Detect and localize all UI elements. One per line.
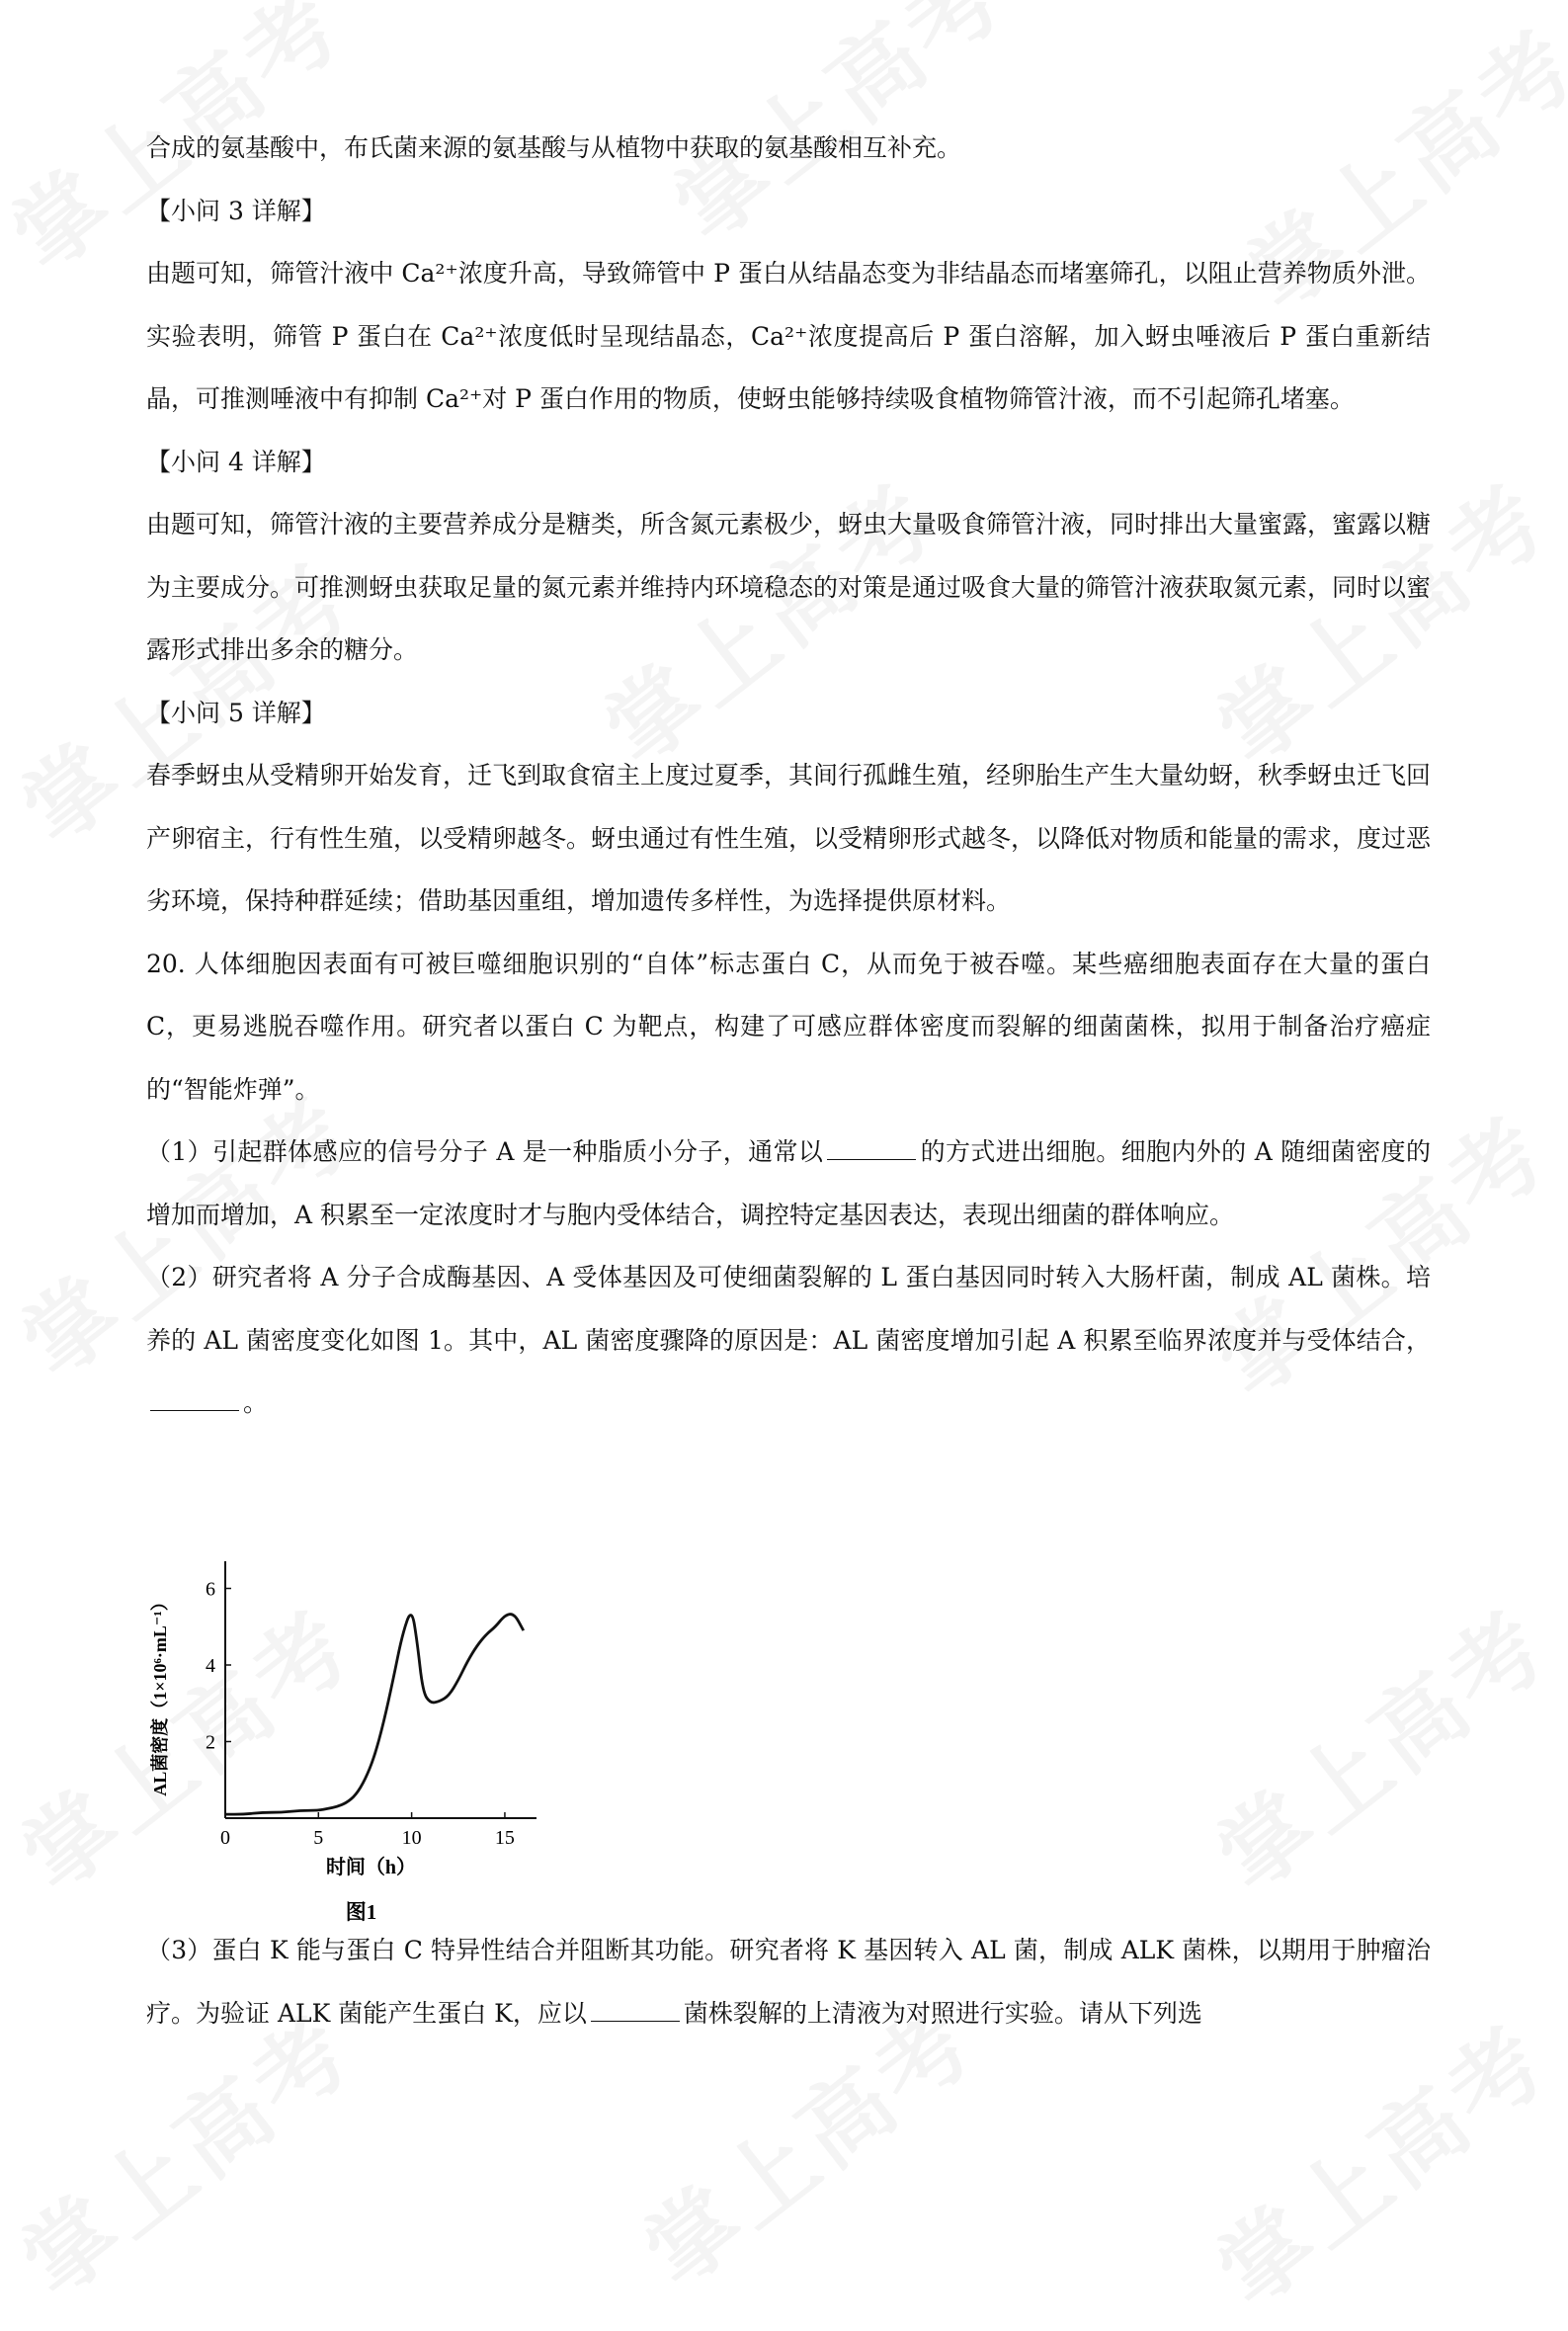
y-axis-label: AL菌密度（1×10⁶·mL⁻¹） <box>150 1593 170 1796</box>
q1-text-after: 的方式进出细胞。细胞内外的 A 随细菌密度的增加而增加，A 积累至一定浓度时才与胞内受体结合，调控特定基因表达，表现出细菌的群体响应。 <box>146 1137 1431 1229</box>
q3-text-after: 菌株裂解的上清液为对照进行实验。请从下列选 <box>683 1998 1202 2028</box>
x-axis-label: 时间（h） <box>325 1857 417 1878</box>
figure-1-chart <box>146 1551 541 1956</box>
section-heading: 【小问 5 详解】 <box>146 698 326 727</box>
paragraph: 由题可知，筛管汁液的主要营养成分是糖类，所含氮元素极少，蚜虫大量吸食筛管汁液，同时排出大量蜜露，蜜露以糖为主要成分。可推测蚜虫获取足量的氮元素并维持内环境稳态的对策是通过吸食大量的筛管汁液获取氮元素，同时以蜜露形式排出多余的糖分。 <box>146 510 1432 664</box>
y-tick-label: 4 <box>206 1655 215 1677</box>
question-20-part-1 <box>146 1121 1431 1246</box>
q1-text-before: （1）引起群体感应的信号分子 A 是一种脂质小分子，通常以 <box>146 1137 824 1166</box>
q3-text-before: （3）蛋白 K 能与蛋白 C 特异性结合并阻断其功能。研究者将 K 基因转入 AL 菌，制成 ALK 菌株，以期用于肿瘤治疗。为验证 ALK 菌能产生蛋白 K，应以 <box>146 1936 1431 2028</box>
q2-text-before: （2）研究者将 A 分子合成酶基因、A 受体基因及可使细菌裂解的 L 蛋白基因同时转入大肠杆菌，制成 AL 菌株。培养的 AL 菌密度变化如图 1。其中，AL 菌密度骤降的原因是：AL 菌密度增加引起 A 积累至临界浓度并与受体结合， <box>146 1263 1431 1355</box>
paragraph: 春季蚜虫从受精卵开始发育，迁飞到取食宿主上度过夏季，其间行孤雌生殖，经卵胎生产生大量幼蚜，秋季蚜虫迁飞回产卵宿主，行有性生殖，以受精卵越冬。蚜虫通过有性生殖，以受精卵形式越冬，以降低对物质和能量的需求，度过恶劣环境，保持种群延续；借助基因重组，增加遗传多样性，为选择提供原材料。 <box>146 761 1432 915</box>
document-body-continued <box>146 1919 1431 2044</box>
question-20-part-3 <box>146 1919 1431 2044</box>
q1-answer-blank[interactable] <box>827 1137 916 1160</box>
y-tick-label: 6 <box>206 1578 215 1601</box>
document-body <box>146 117 1431 1435</box>
x-tick-label: 15 <box>494 1827 515 1849</box>
q3-answer-blank[interactable] <box>591 1999 680 2022</box>
figure-caption: 图1 <box>345 1900 377 1924</box>
series-line <box>225 1615 524 1815</box>
x-tick-label: 5 <box>313 1827 324 1849</box>
x-tick-label: 0 <box>220 1827 230 1849</box>
y-tick-label: 2 <box>206 1731 215 1754</box>
paragraph: 由题可知，筛管汁液中 Ca²⁺浓度升高，导致筛管中 P 蛋白从结晶态变为非结晶态而堵塞筛孔，以阻止营养物质外泄。实验表明，筛管 P 蛋白在 Ca²⁺浓度低时呈现结晶态，Ca²⁺浓度提高后 P 蛋白溶解，加入蚜虫唾液后 P 蛋白重新结晶，可推测唾液中有抑制 Ca²⁺对 P 蛋白作用的物质，使蚜虫能够持续吸食植物筛管汁液，而不引起筛孔堵塞。 <box>146 259 1431 413</box>
q2-text-after: 。 <box>243 1388 269 1417</box>
question-20-stem: 20. 人体细胞因表面有可被巨噬细胞识别的“自体”标志蛋白 C，从而免于被吞噬。某些癌细胞表面存在大量的蛋白 C，更易逃脱吞噬作用。研究者以蛋白 C 为靶点，构建了可感应群体密度而裂解的细菌菌株，拟用于制备治疗癌症的“智能炸弹”。 <box>146 949 1431 1104</box>
q2-answer-blank[interactable] <box>150 1388 239 1411</box>
section-heading: 【小问 3 详解】 <box>146 196 326 225</box>
watermark <box>1187 1574 1568 1915</box>
section-heading: 【小问 4 详解】 <box>146 447 326 476</box>
question-20-part-2 <box>146 1246 1431 1435</box>
paragraph: 合成的氨基酸中，布氏菌来源的氨基酸与从植物中获取的氨基酸相互补充。 <box>146 133 962 162</box>
x-tick-label: 10 <box>401 1827 422 1849</box>
